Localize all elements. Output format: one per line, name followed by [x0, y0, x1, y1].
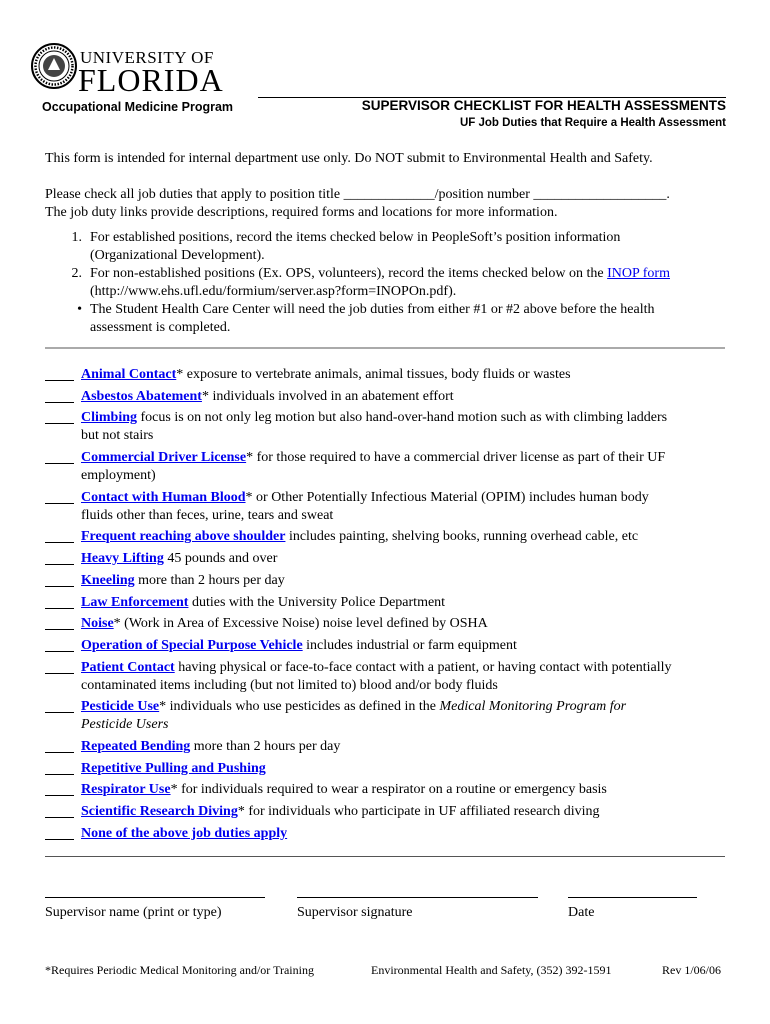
duty-link[interactable]: Heavy Lifting: [81, 551, 164, 567]
checklist-item-climbing: Climbing focus is on not only leg motion but also hand-over-hand motion such as with climbing ladders but not stairs: [45, 409, 735, 445]
checkbox-blank[interactable]: [45, 608, 74, 609]
duty-link[interactable]: None of the above job duties apply: [81, 825, 288, 841]
page-subtitle: UF Job Duties that Require a Health Assessment: [459, 117, 726, 129]
supervisor-signature-label: Supervisor signature: [297, 905, 413, 920]
duty-link[interactable]: Repetitive Pulling and Pushing: [81, 760, 266, 776]
bullet-marker: •: [77, 302, 82, 317]
checkbox-blank[interactable]: [45, 423, 74, 424]
duty-link[interactable]: Climbing: [81, 410, 138, 426]
checklist-item-reaching: Frequent reaching above shoulder includes painting, shelving books, running overhead cable, etc: [45, 528, 735, 546]
checkbox-blank[interactable]: [45, 503, 74, 504]
checkbox-blank[interactable]: [45, 586, 74, 587]
checklist-item-diving: Scientific Research Diving* for individuals who participate in UF affiliated research diving: [45, 803, 735, 821]
checkbox-blank[interactable]: [45, 752, 74, 753]
duty-link[interactable]: Operation of Special Purpose Vehicle: [81, 637, 303, 653]
duty-link[interactable]: Noise: [81, 616, 114, 632]
duty-link[interactable]: Kneeling: [81, 572, 135, 588]
checkbox-blank[interactable]: [45, 817, 74, 818]
footer-contact: Environmental Health and Safety, (352) 392-1591: [371, 963, 612, 977]
step-1: [66, 229, 726, 265]
checklist-item-cdl: Commercial Driver License* for those required to have a commercial driver license as part of their UF employment): [45, 449, 735, 485]
section-divider: [45, 856, 725, 857]
duty-link[interactable]: Patient Contact: [81, 659, 175, 675]
duty-link[interactable]: Contact with Human Blood: [81, 489, 246, 505]
checkbox-blank[interactable]: [45, 673, 74, 674]
checklist-item-special-vehicle: Operation of Special Purpose Vehicle includes industrial or farm equipment: [45, 637, 735, 655]
checkbox-blank[interactable]: [45, 712, 74, 713]
checklist-item-asbestos: Asbestos Abatement* individuals involved in an abatement effort: [45, 388, 735, 406]
checkbox-blank[interactable]: [45, 651, 74, 652]
job-duty-checklist: [45, 366, 735, 846]
checklist-item-pesticide: Pesticide Use* individuals who use pesticides as defined in the Medical Monitoring Program for Pesticide Users: [45, 698, 735, 734]
checklist-item-respirator: Respirator Use* for individuals required to wear a respirator on a routine or emergency basis: [45, 781, 735, 799]
supervisor-name-field[interactable]: [45, 897, 265, 898]
date-label: Date: [568, 905, 595, 920]
checkbox-blank[interactable]: [45, 629, 74, 630]
checkbox-blank[interactable]: [45, 402, 74, 403]
checklist-item-heavy-lifting: Heavy Lifting 45 pounds and over: [45, 550, 735, 568]
checklist-item-law-enforcement: Law Enforcement duties with the University Police Department: [45, 594, 735, 612]
step-bullet: [66, 301, 726, 337]
page-title: SUPERVISOR CHECKLIST FOR HEALTH ASSESSMENTS: [361, 98, 726, 113]
step-text: For non-established positions (Ex. OPS, volunteers), record the items checked below on the INOP form (http://www.ehs.ufl.edu/formium/server.asp?form=INOPOn.pdf).: [90, 266, 670, 299]
checkbox-blank[interactable]: [45, 564, 74, 565]
step-marker: 1.: [71, 230, 82, 245]
duty-link[interactable]: Pesticide Use: [81, 699, 160, 715]
duty-link[interactable]: Scientific Research Diving: [81, 804, 238, 819]
checklist-item-none: [45, 825, 735, 843]
checkbox-blank[interactable]: [45, 463, 74, 464]
checkbox-blank[interactable]: [45, 542, 74, 543]
checklist-item-kneeling: Kneeling more than 2 hours per day: [45, 572, 735, 590]
step-text: The Student Health Care Center will need the job duties from either #1 or #2 above before the health assessment is completed.: [90, 302, 655, 335]
checklist-item-human-blood: Contact with Human Blood* or Other Potentially Infectious Material (OPIM) includes human body fluids other than feces, urine, tears and sweat: [45, 489, 735, 525]
section-divider: [45, 347, 725, 349]
university-name-line1: UNIVERSITY OF: [80, 48, 214, 67]
checklist-item-animal-contact: Animal Contact* exposure to vertebrate animals, animal tissues, body fluids or wastes: [45, 366, 735, 384]
supervisor-signature-field[interactable]: [297, 897, 538, 898]
program-name: Occupational Medicine Program: [42, 100, 234, 114]
checklist-item-noise: Noise* (Work in Area of Excessive Noise) noise level defined by OSHA: [45, 615, 735, 633]
checkbox-blank[interactable]: [45, 774, 74, 775]
checkbox-blank[interactable]: [45, 380, 74, 381]
inop-form-link[interactable]: INOP form: [607, 266, 670, 281]
date-field[interactable]: [568, 897, 697, 898]
university-name-line2: FLORIDA: [78, 62, 224, 98]
duty-link[interactable]: Respirator Use: [81, 782, 171, 798]
duty-link[interactable]: Asbestos Abatement: [81, 388, 202, 404]
duty-link[interactable]: Repeated Bending: [81, 738, 191, 754]
checklist-item-patient-contact: Patient Contact having physical or face-to-face contact with a patient, or having contact with potentially contaminated items including (but not limited to) blood and/or body fluids: [45, 659, 735, 695]
duty-link[interactable]: Animal Contact: [81, 367, 177, 382]
duty-link[interactable]: Commercial Driver License: [81, 450, 247, 466]
instructions-line-1: Please check all job duties that apply to position title _____________/position number ___________________.: [45, 187, 670, 202]
step-text: For established positions, record the items checked below in PeopleSoft’s position information (Organizational Development).: [90, 230, 621, 263]
internal-use-notice: This form is intended for internal department use only. Do NOT submit to Environmental Health and Safety.: [45, 151, 653, 166]
checklist-item-repeated-bending: Repeated Bending more than 2 hours per day: [45, 738, 735, 756]
footer-revision: Rev 1/06/06: [662, 963, 721, 977]
university-seal-icon: [30, 42, 78, 90]
duty-link[interactable]: Law Enforcement: [81, 594, 189, 610]
step-2: [66, 265, 726, 301]
checklist-item-pulling-pushing: [45, 760, 735, 778]
supervisor-name-label: Supervisor name (print or type): [45, 905, 222, 920]
step-marker: 2.: [71, 266, 82, 281]
duty-link[interactable]: Frequent reaching above shoulder: [81, 529, 286, 545]
checkbox-blank[interactable]: [45, 795, 74, 796]
university-logo: [30, 42, 240, 98]
footer-note: *Requires Periodic Medical Monitoring and/or Training: [45, 963, 314, 977]
checkbox-blank[interactable]: [45, 839, 74, 840]
instructions-line-2: The job duty links provide descriptions, required forms and locations for more information.: [45, 205, 558, 220]
